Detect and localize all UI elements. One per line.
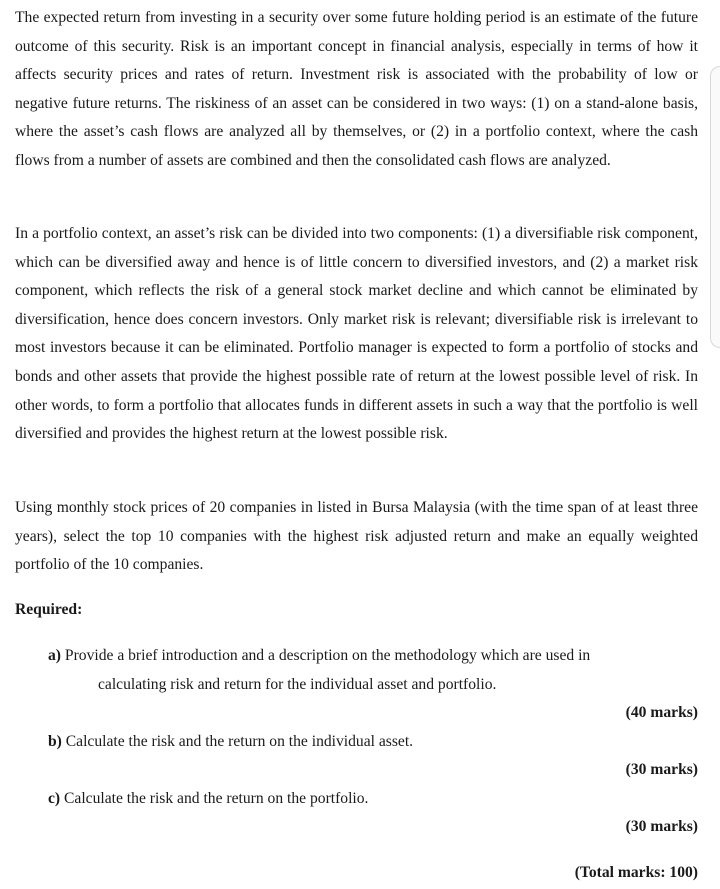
question-c-marks: (30 marks) bbox=[625, 818, 698, 835]
total-marks: (Total marks: 100) bbox=[574, 864, 698, 881]
question-c-text: Calculate the risk and the return on the portfolio. bbox=[64, 790, 369, 807]
question-c-label: c) bbox=[48, 790, 61, 807]
question-b-marks: (30 marks) bbox=[625, 761, 698, 778]
question-c bbox=[48, 785, 698, 814]
paragraph-expected-return: The expected return from investing in a security over some future holding period is an estimate of the future outcome of this security. Risk is an important concept in financial analysis, especially in terms of how it affects security prices and rates of return. Investment risk is associated with the probability of low or negative future returns. The riskiness of an asset can be considered in two ways: (1) on a stand-alone basis, where the asset’s cash flows are analyzed all by themselves, or (2) in a portfolio context, where the cash flows from a number of assets are combined and then the consolidated cash flows are analyzed. bbox=[15, 9, 698, 169]
question-a-label: a) bbox=[48, 647, 61, 664]
paragraph-task-description: Using monthly stock prices of 20 companies in listed in Bursa Malaysia (with the time span of at least three years), select the top 10 companies with the highest risk adjusted return and make an equally weighted portfolio of the 10 companies. bbox=[15, 499, 698, 574]
question-a-text-line1: Provide a brief introduction and a description on the methodology which are used in bbox=[64, 647, 591, 664]
scrollbar[interactable] bbox=[710, 66, 720, 348]
required-heading: Required: bbox=[15, 601, 83, 618]
paragraph-portfolio-risk: In a portfolio context, an asset’s risk can be divided into two components: (1) a diversifiable risk component, which can be diversified away and hence is of little concern to diversified investors, and (2) a market risk component, which reflects the risk of a general stock market decline and which cannot be eliminated by diversification, hence does concern investors. Only market risk is relevant; diversifiable risk is irrelevant to most investors because it can be eliminated. Portfolio manager is expected to form a portfolio of stocks and bonds and other assets that provide the highest possible rate of return at the lowest possible level of risk. In other words, to form a portfolio that allocates funds in different assets in such a way that the portfolio is well diversified and provides the highest return at the lowest possible risk. bbox=[15, 225, 698, 443]
question-a-text-line2: calculating risk and return for the individual asset and portfolio. bbox=[98, 675, 497, 693]
question-b-label: b) bbox=[48, 733, 62, 750]
question-b-text: Calculate the risk and the return on the individual asset. bbox=[65, 733, 414, 750]
question-b bbox=[48, 728, 698, 757]
question-a bbox=[48, 642, 698, 699]
question-a-marks: (40 marks) bbox=[625, 704, 698, 721]
